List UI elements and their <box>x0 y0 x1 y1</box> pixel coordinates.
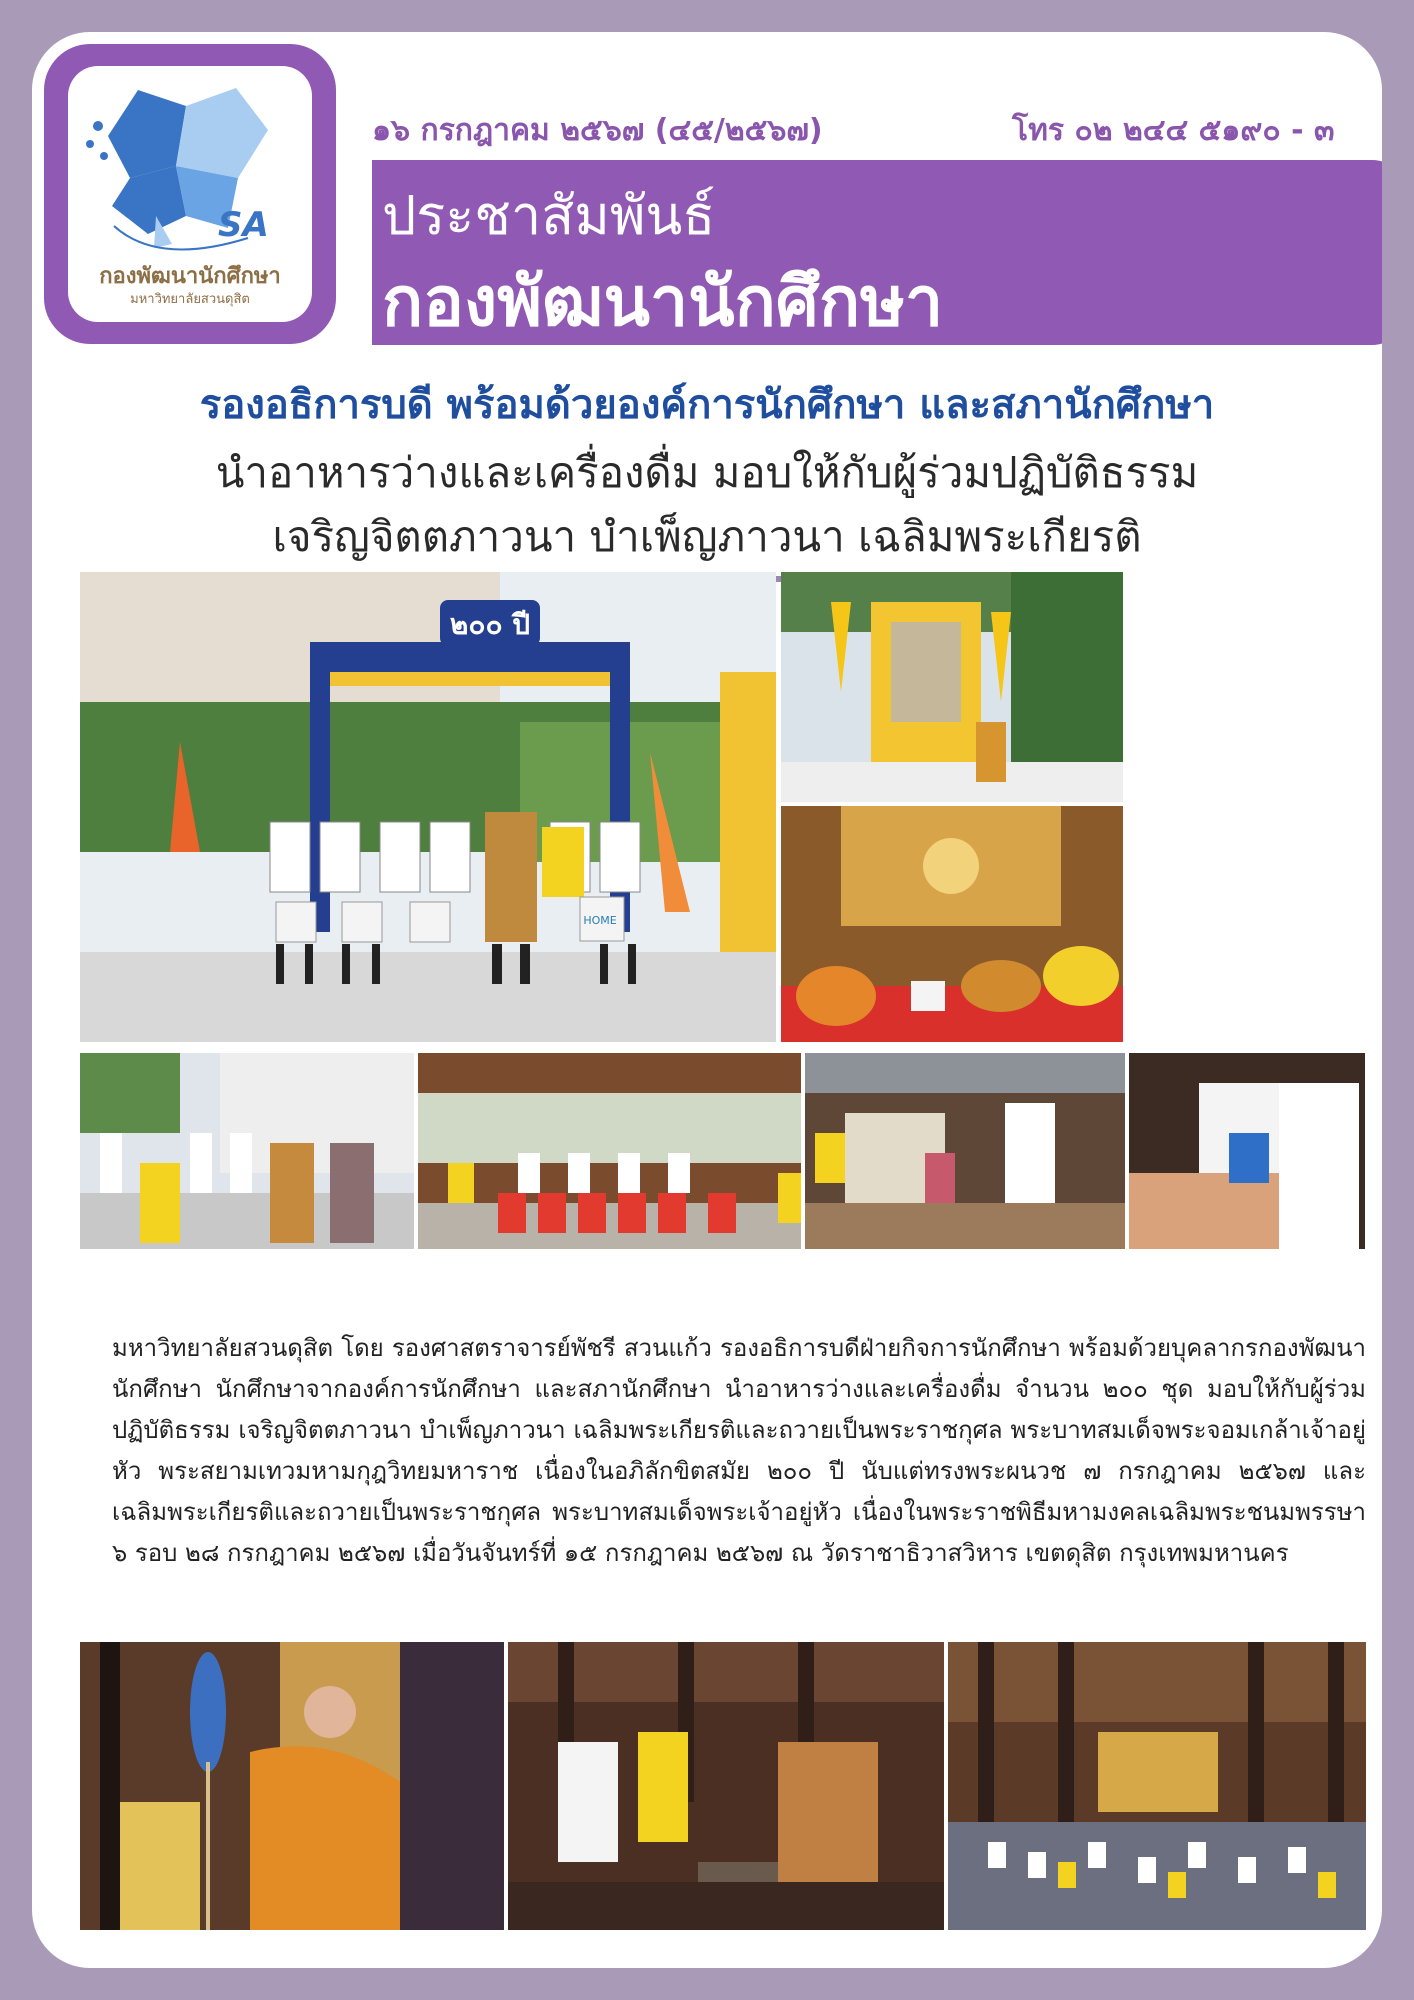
seated-audience-photo <box>418 1053 801 1249</box>
reading-prayers-photo <box>508 1642 944 1930</box>
headline-line-1: รองอธิการบดี พร้อมด้วยองค์การนักศึกษา และสภานักศึกษา <box>199 382 1215 428</box>
logo-frame <box>44 44 336 344</box>
newsletter-card <box>32 32 1382 1968</box>
distribution-table-photo <box>805 1053 1125 1249</box>
logo-org-name: กองพัฒนานักศึกษา <box>99 264 281 289</box>
monk-chanting-photo <box>80 1642 504 1930</box>
shrine-photo <box>781 572 1123 802</box>
headline-line-2: นำอาหารว่างและเครื่องดื่ม มอบให้กับผู้ร่วมปฏิบัติธรรม <box>215 448 1199 497</box>
snack-boxes-photo <box>1129 1053 1365 1249</box>
logo-university: มหาวิทยาลัยสวนดุสิต <box>130 292 250 307</box>
welcome-photo <box>80 1053 414 1249</box>
article-body: มหาวิทยาลัยสวนดุสิต โดย รองศาสตราจารย์พัชรี สวนแก้ว รองอธิการบดีฝ่ายกิจการนักศึกษา พร้อมด้วยบุคลากรกองพัฒนานักศึกษา นักศึกษาจากองค์การนักศึกษา และสภานักศึกษา นำอาหารว่างและเครื่องดื่ม จำนวน ๒๐๐ ชุด มอบให้กับผู้ร่วมปฏิบัติธรรม เจริญจิตตภาวนา บำเพ็ญภาวนา เฉลิมพระเกียรติและถวายเป็นพระราชกุศล พระบาทสมเด็จพระจอมเกล้าเจ้าอยู่หัว พระสยามเทวมหามกุฎวิทยมหาราช เนื่องในอภิลักขิตสมัย ๒๐๐ ปี นับแต่ทรงพระผนวช ๗ กรกฎาคม ๒๕๖๗ และเฉลิมพระเกียรติและถวายเป็นพระราชกุศล พระบาทสมเด็จพระเจ้าอยู่หัว เนื่องในพระราชพิธีมหามงคลเฉลิมพระชนมพรรษา ๖ รอบ ๒๘ กรกฎาคม ๒๕๖๗ เมื่อวันจันทร์ที่ ๑๕ กรกฎาคม ๒๕๖๗ ณ วัดราชาธิวาสวิหาร เขตดุสิต กรุงเทพมหานคร <box>112 1334 1366 1567</box>
headline-line-3: เจริญจิตตภาวนา บำเพ็ญภาวนา เฉลิมพระเกียรติ <box>272 512 1142 561</box>
bag-label: HOME <box>583 914 617 927</box>
issue-date: ๑๖ กรกฎาคม ๒๕๖๗ (๔๕/๒๕๖๗) <box>372 113 823 148</box>
logo-badge <box>68 66 312 322</box>
banner-title: กองพัฒนานักศึกษา <box>382 263 944 342</box>
arch-sign-text: ๒๐๐ ปี <box>449 608 531 641</box>
logo-mark-text: SA <box>218 205 269 245</box>
group-photo-arch <box>80 572 776 1042</box>
phone-number: โทร ๐๒ ๒๔๔ ๕๑๙๐ - ๓ <box>1012 113 1335 148</box>
temple-hall-photo <box>948 1642 1366 1930</box>
banner-subtitle: ประชาสัมพันธ์ <box>382 184 716 247</box>
monk-meditation-photo <box>781 806 1123 1042</box>
